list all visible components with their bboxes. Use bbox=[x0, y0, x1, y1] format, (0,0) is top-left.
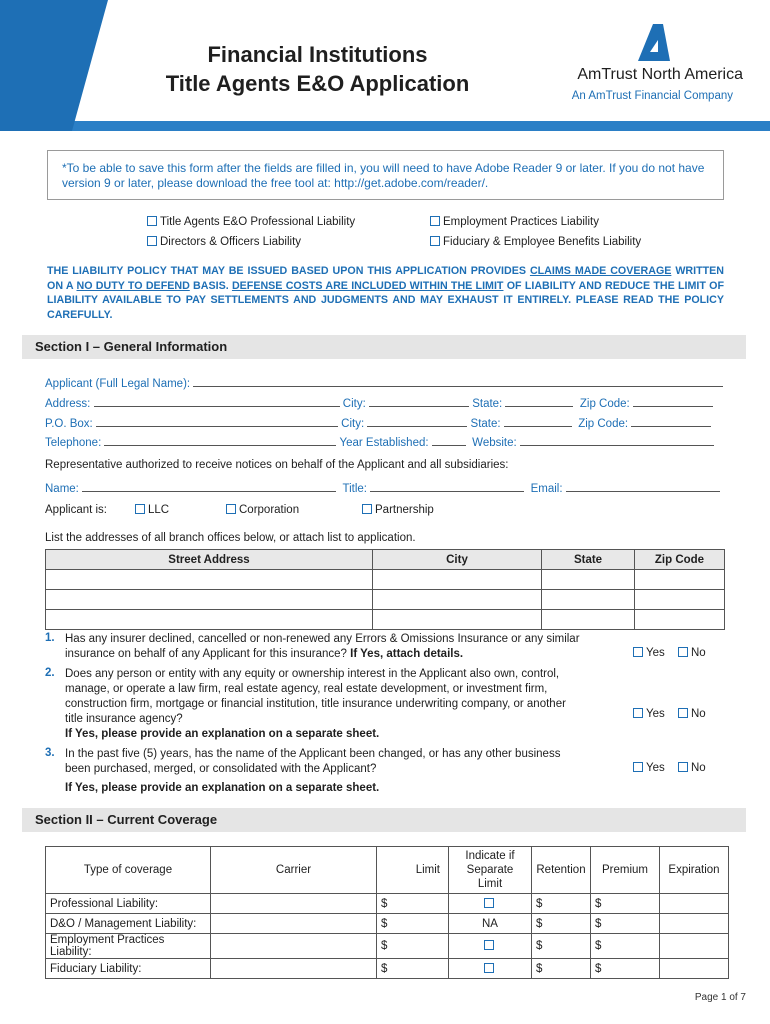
website-input[interactable] bbox=[520, 433, 714, 446]
carrier-cell[interactable] bbox=[211, 959, 377, 979]
retention-cell[interactable]: $ bbox=[532, 959, 591, 979]
section1-header: Section I – General Information bbox=[22, 335, 746, 359]
state-input[interactable] bbox=[505, 394, 573, 407]
header-separate-limit: Indicate if Separate Limit bbox=[449, 847, 532, 894]
question-3-no[interactable]: No bbox=[678, 762, 706, 774]
branch-cell[interactable] bbox=[373, 570, 542, 590]
checkbox-icon[interactable] bbox=[484, 940, 494, 950]
limit-cell[interactable]: $ bbox=[377, 894, 449, 914]
branch-header-city: City bbox=[373, 550, 542, 570]
table-row bbox=[46, 570, 725, 590]
expiration-cell[interactable] bbox=[660, 914, 729, 934]
premium-cell[interactable]: $ bbox=[591, 959, 660, 979]
retention-cell[interactable]: $ bbox=[532, 934, 591, 959]
premium-cell[interactable]: $ bbox=[591, 894, 660, 914]
expiration-cell[interactable] bbox=[660, 959, 729, 979]
branch-intro: List the addresses of all branch offices below, or attach list to application. bbox=[45, 532, 416, 544]
title-line-1: Financial Institutions bbox=[207, 42, 428, 67]
branch-cell[interactable] bbox=[635, 590, 725, 610]
branch-offices-table bbox=[45, 549, 725, 630]
checkbox-icon[interactable] bbox=[147, 236, 157, 246]
po-zip-input[interactable] bbox=[631, 414, 711, 427]
address-row: Address: City: State: Zip Code: bbox=[45, 394, 713, 410]
city-input[interactable] bbox=[369, 394, 469, 407]
coverage-option-epl[interactable]: Employment Practices Liability bbox=[430, 216, 599, 228]
question-2-note: If Yes, please provide an explanation on a separate sheet. bbox=[65, 728, 380, 740]
table-row bbox=[46, 894, 729, 914]
expiration-cell[interactable] bbox=[660, 934, 729, 959]
checkbox-icon[interactable] bbox=[678, 708, 688, 718]
branch-cell[interactable] bbox=[46, 590, 373, 610]
checkbox-icon[interactable] bbox=[362, 504, 372, 514]
separate-limit-cell[interactable] bbox=[449, 894, 532, 914]
representative-row: Name: Title: Email: bbox=[45, 479, 720, 495]
liability-warning: THE LIABILITY POLICY THAT MAY BE ISSUED BASED UPON THIS APPLICATION PROVIDES CLAIMS MADE COVERAGE WRITTEN ON A NO DUTY TO DEFEND BASIS. DEFENSE COSTS ARE INCLUDED WITHIN THE LIMIT OF LIABILITY AND REDUCE THE LIMIT OF LIABILITY AVAILABLE TO PAY SETTLEMENTS AND JUDGMENTS AND MAY EXHAUST IT ENTIRELY. PLEASE READ THE POLICY CAREFULLY. bbox=[47, 265, 724, 321]
coverage-type: Fiduciary Liability: bbox=[46, 959, 211, 979]
branch-cell[interactable] bbox=[373, 590, 542, 610]
coverage-type: D&O / Management Liability: bbox=[46, 914, 211, 934]
branch-cell[interactable] bbox=[542, 590, 635, 610]
branch-header-state: State bbox=[542, 550, 635, 570]
header-expiration: Expiration bbox=[660, 847, 729, 894]
coverage-option-feb[interactable]: Fiduciary & Employee Benefits Liability bbox=[430, 236, 641, 248]
question-1-text: Has any insurer declined, cancelled or non-renewed any Errors & Omissions Insurance or any similar insurance on behalf of any Applicant for this insurance? If Yes, attach details. bbox=[65, 633, 580, 660]
question-2-number: 2. bbox=[45, 667, 55, 679]
section2-header: Section II – Current Coverage bbox=[22, 808, 746, 832]
title-line-2: Title Agents E&O Application bbox=[165, 71, 470, 96]
checkbox-icon[interactable] bbox=[633, 708, 643, 718]
header-carrier: Carrier bbox=[211, 847, 377, 894]
corner-decoration bbox=[0, 0, 110, 131]
question-3-note: If Yes, please provide an explanation on a separate sheet. bbox=[65, 782, 380, 794]
applicant-type-corporation[interactable]: Corporation bbox=[226, 504, 299, 516]
zip-input[interactable] bbox=[633, 394, 713, 407]
applicant-name-input[interactable] bbox=[193, 374, 723, 387]
question-3-text: In the past five (5) years, has the name of the Applicant been changed, or has any other business been purchased, merged, or consolidated with the Applicant? bbox=[65, 748, 561, 775]
applicant-type-label: Applicant is: bbox=[45, 504, 108, 516]
checkbox-icon[interactable] bbox=[484, 898, 494, 908]
carrier-cell[interactable] bbox=[211, 914, 377, 934]
telephone-row: Telephone: Year Established: Website: bbox=[45, 433, 714, 449]
question-3-number: 3. bbox=[45, 747, 55, 759]
limit-cell[interactable]: $ bbox=[377, 934, 449, 959]
coverage-option-tae[interactable]: Title Agents E&O Professional Liability bbox=[147, 216, 355, 228]
page-title bbox=[150, 40, 485, 98]
telephone-input[interactable] bbox=[104, 433, 336, 446]
coverage-header-row bbox=[46, 847, 729, 894]
separate-limit-cell[interactable] bbox=[449, 959, 532, 979]
representative-intro: Representative authorized to receive notices on behalf of the Applicant and all subsidiaries: bbox=[45, 459, 509, 471]
limit-cell[interactable]: $ bbox=[377, 914, 449, 934]
applicant-type-llc[interactable]: LLC bbox=[135, 504, 169, 516]
premium-cell[interactable]: $ bbox=[591, 934, 660, 959]
branch-cell[interactable] bbox=[373, 610, 542, 630]
retention-cell[interactable]: $ bbox=[532, 914, 591, 934]
adobe-notice bbox=[47, 150, 724, 200]
question-1-yes[interactable]: Yes bbox=[633, 647, 665, 659]
branch-cell[interactable] bbox=[635, 570, 725, 590]
checkbox-icon[interactable] bbox=[430, 236, 440, 246]
separate-limit-cell[interactable] bbox=[449, 934, 532, 959]
table-row bbox=[46, 610, 725, 630]
carrier-cell[interactable] bbox=[211, 934, 377, 959]
checkbox-icon[interactable] bbox=[430, 216, 440, 226]
header-limit: Limit bbox=[377, 847, 449, 894]
expiration-cell[interactable] bbox=[660, 894, 729, 914]
po-city-input[interactable] bbox=[367, 414, 467, 427]
coverage-type: Employment Practices Liability: bbox=[46, 934, 211, 959]
limit-cell[interactable]: $ bbox=[377, 959, 449, 979]
table-row bbox=[46, 914, 729, 934]
retention-cell[interactable]: $ bbox=[532, 894, 591, 914]
applicant-type-partnership[interactable]: Partnership bbox=[362, 504, 434, 516]
branch-cell[interactable] bbox=[46, 570, 373, 590]
header-retention: Retention bbox=[532, 847, 591, 894]
separate-limit-na: NA bbox=[449, 914, 532, 934]
branch-header-row bbox=[46, 550, 725, 570]
question-1-number: 1. bbox=[45, 632, 55, 644]
brand-subtitle: An AmTrust Financial Company bbox=[571, 90, 733, 102]
po-state-input[interactable] bbox=[504, 414, 572, 427]
question-2-yes[interactable]: Yes bbox=[633, 708, 665, 720]
table-row bbox=[46, 959, 729, 979]
rep-title-input[interactable] bbox=[370, 479, 524, 492]
branch-cell[interactable] bbox=[635, 610, 725, 630]
question-3-yes[interactable]: Yes bbox=[633, 762, 665, 774]
rep-name-input[interactable] bbox=[82, 479, 336, 492]
page-number: Page 1 of 7 bbox=[694, 992, 746, 1003]
checkbox-icon[interactable] bbox=[633, 762, 643, 772]
header-band bbox=[0, 121, 770, 131]
checkbox-icon[interactable] bbox=[147, 216, 157, 226]
premium-cell[interactable]: $ bbox=[591, 914, 660, 934]
brand-name: AmTrust North America bbox=[577, 66, 743, 83]
table-row bbox=[46, 590, 725, 610]
header-type: Type of coverage bbox=[46, 847, 211, 894]
checkbox-icon[interactable] bbox=[633, 647, 643, 657]
checkbox-icon[interactable] bbox=[484, 963, 494, 973]
po-box-input[interactable] bbox=[96, 414, 338, 427]
checkbox-icon[interactable] bbox=[226, 504, 236, 514]
carrier-cell[interactable] bbox=[211, 894, 377, 914]
question-2-text: Does any person or entity with any equity or ownership interest in the Applicant also own, control, manage, or operate a law firm, real estate agency, real estate development, or investment firm, construction firm, mortgage or financial institution, title insurance underwriting company, or another title insurance agency? bbox=[65, 668, 566, 725]
checkbox-icon[interactable] bbox=[135, 504, 145, 514]
amtrust-logo-icon bbox=[636, 22, 672, 62]
current-coverage-table bbox=[45, 846, 729, 979]
checkbox-icon[interactable] bbox=[678, 647, 688, 657]
branch-cell[interactable] bbox=[46, 610, 373, 630]
coverage-type: Professional Liability: bbox=[46, 894, 211, 914]
branch-header-zip: Zip Code bbox=[635, 550, 725, 570]
question-1-no[interactable]: No bbox=[678, 647, 706, 659]
header-premium: Premium bbox=[591, 847, 660, 894]
address-input[interactable] bbox=[94, 394, 340, 407]
branch-cell[interactable] bbox=[542, 570, 635, 590]
po-box-row: P.O. Box: City: State: Zip Code: bbox=[45, 414, 711, 430]
question-2-no[interactable]: No bbox=[678, 708, 706, 720]
year-established-input[interactable] bbox=[432, 433, 466, 446]
adobe-notice-text: *To be able to save this form after the fields are filled in, you will need to have Adobe Reader 9 or later. If you do not have version 9 or later, please download the free tool at: http://get.adobe.com/reader/. bbox=[62, 161, 705, 190]
table-row bbox=[46, 934, 729, 959]
branch-header-street: Street Address bbox=[46, 550, 373, 570]
coverage-option-do[interactable]: Directors & Officers Liability bbox=[147, 236, 301, 248]
rep-email-input[interactable] bbox=[566, 479, 720, 492]
checkbox-icon[interactable] bbox=[678, 762, 688, 772]
applicant-name-field[interactable]: Applicant (Full Legal Name): bbox=[45, 374, 723, 390]
branch-cell[interactable] bbox=[542, 610, 635, 630]
